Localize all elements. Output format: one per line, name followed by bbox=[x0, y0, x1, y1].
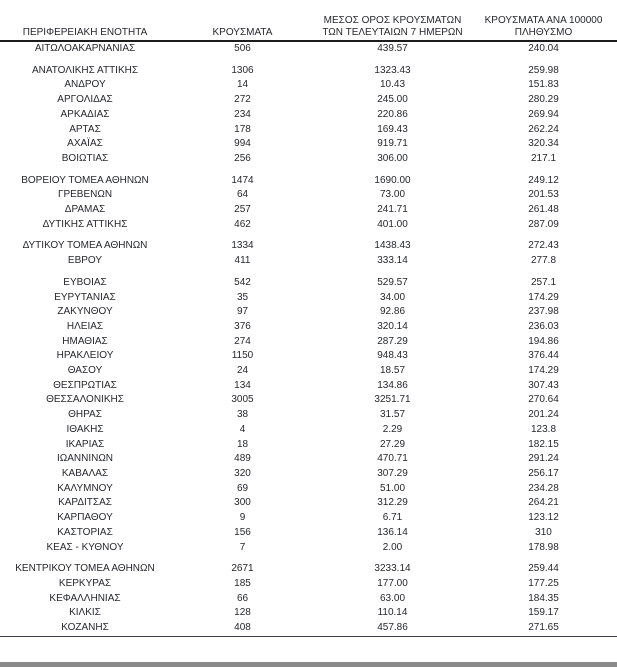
cell-region: ΚΙΛΚΙΣ bbox=[69, 607, 101, 619]
table-body bbox=[0, 41, 617, 636]
table-row bbox=[0, 276, 617, 291]
cell-region: ΔΥΤΙΚΟΥ ΤΟΜΕΑ ΑΘΗΝΩΝ bbox=[22, 240, 148, 252]
cell-region: ΚΑΡΔΙΤΣΑΣ bbox=[58, 497, 112, 509]
cell-per-100000: 271.65 bbox=[470, 621, 617, 636]
cell-region: ΒΟΙΩΤΙΑΣ bbox=[61, 152, 109, 164]
cell-cases: 489 bbox=[234, 453, 251, 465]
cell-region: ΗΜΑΘΙΑΣ bbox=[62, 335, 108, 347]
cell-avg-7-days: 948.43 bbox=[377, 350, 408, 362]
cell-region: ΙΩΑΝΝΙΝΩΝ bbox=[56, 453, 114, 465]
table-row bbox=[0, 467, 617, 482]
cell-cases: 234 bbox=[234, 108, 251, 120]
cell-per-100000: 270.64 bbox=[528, 394, 559, 406]
cell-region: ΖΑΚΥΝΘΟΥ bbox=[57, 306, 113, 318]
table-row bbox=[0, 152, 617, 167]
cell-region: ΕΥΒΟΙΑΣ bbox=[63, 276, 107, 288]
cell-per-100000: 249.12 bbox=[528, 174, 559, 186]
header-line: ΜΕΣΟΣ ΟΡΟΣ ΚΡΟΥΣΜΑΤΩΝ bbox=[323, 15, 462, 26]
cell-region: ΚΕΑΣ - ΚΥΘΝΟΥ bbox=[46, 541, 124, 553]
cell-per-100000: 234.28 bbox=[528, 482, 559, 494]
cell-cases: 274 bbox=[234, 335, 251, 347]
cell-cases: 256 bbox=[234, 152, 251, 164]
cell-avg-7-days: 287.29 bbox=[377, 335, 408, 347]
header-regional-unit bbox=[0, 15, 170, 41]
cell-cases: 64 bbox=[236, 189, 249, 201]
table-row bbox=[0, 218, 617, 233]
cell-per-100000: 240.04 bbox=[528, 43, 559, 54]
cell-avg-7-days: 136.14 bbox=[377, 526, 408, 538]
cell-avg-7-days: 320.14 bbox=[377, 320, 408, 332]
table-row bbox=[0, 239, 617, 254]
spacer-row bbox=[0, 57, 617, 64]
spacer-row bbox=[0, 232, 617, 239]
header-per-100000 bbox=[470, 15, 617, 41]
cell-avg-7-days: 27.29 bbox=[379, 438, 406, 450]
cell-per-100000: 178.98 bbox=[528, 541, 559, 553]
cell-region: ΔΥΤΙΚΗΣ ΑΤΤΙΚΗΣ bbox=[42, 218, 128, 230]
cell-region: ΚΑΣΤΟΡΙΑΣ bbox=[57, 526, 113, 538]
cell-avg-7-days: 110.14 bbox=[377, 607, 408, 619]
cell-avg-7-days: 1438.43 bbox=[374, 240, 411, 252]
table-row bbox=[0, 93, 617, 108]
cell-cases: 24 bbox=[236, 365, 249, 377]
cell-cases: 320 bbox=[234, 467, 251, 479]
cell-region: ΕΥΡΥΤΑΝΙΑΣ bbox=[54, 291, 116, 303]
table-row bbox=[0, 123, 617, 138]
cell-region: ΘΕΣΠΡΩΤΙΑΣ bbox=[53, 379, 117, 391]
cell-region: ΔΡΑΜΑΣ bbox=[64, 204, 106, 216]
table-row bbox=[0, 78, 617, 93]
cell-region: ΑΡΓΟΛΙΔΑΣ bbox=[57, 94, 113, 106]
table-row bbox=[0, 254, 617, 269]
table-row bbox=[0, 174, 617, 189]
header-line: ΠΛΗΘΥΣΜΟ bbox=[514, 26, 573, 38]
cell-per-100000: 277.8 bbox=[530, 255, 557, 267]
spacer-cell bbox=[0, 232, 617, 239]
cell-avg-7-days: 241.71 bbox=[377, 204, 408, 216]
table-row bbox=[0, 621, 617, 636]
cell-avg-7-days: 306.00 bbox=[377, 152, 408, 164]
cell-cases: 2671 bbox=[231, 563, 254, 575]
cell-avg-7-days: 312.29 bbox=[377, 497, 408, 509]
cell-region: ΓΡΕΒΕΝΩΝ bbox=[57, 189, 113, 201]
cell-avg-7-days: 63.00 bbox=[379, 592, 406, 604]
spacer-row bbox=[0, 167, 617, 174]
table-row bbox=[0, 452, 617, 467]
report-page bbox=[0, 15, 617, 667]
cell-region: ΚΕΝΤΡΙΚΟΥ ΤΟΜΕΑ ΑΘΗΝΩΝ bbox=[15, 563, 155, 575]
cell-avg-7-days: 220.86 bbox=[377, 108, 408, 120]
cell-cases: 1150 bbox=[231, 350, 254, 362]
spacer-row bbox=[0, 269, 617, 276]
cell-per-100000: 307.43 bbox=[528, 379, 559, 391]
spacer-cell bbox=[0, 167, 617, 174]
cell-cases: 408 bbox=[170, 621, 315, 636]
cell-avg-7-days: 18.57 bbox=[379, 365, 406, 377]
cell-cases: 1306 bbox=[231, 64, 254, 76]
cell-per-100000: 376.44 bbox=[528, 350, 559, 362]
table-row bbox=[0, 379, 617, 394]
cell-avg-7-days: 10.43 bbox=[379, 79, 406, 91]
header-avg-7-days bbox=[315, 15, 470, 41]
cell-avg-7-days: 333.14 bbox=[377, 255, 408, 267]
cell-per-100000: 184.35 bbox=[528, 592, 559, 604]
table-row bbox=[0, 482, 617, 497]
cell-cases: 128 bbox=[234, 607, 251, 619]
spacer-cell bbox=[0, 269, 617, 276]
spacer-row bbox=[0, 555, 617, 562]
table-row bbox=[0, 137, 617, 152]
table-header bbox=[0, 15, 617, 41]
cell-region: ΑΧΑΪΑΣ bbox=[67, 138, 103, 150]
cell-per-100000: 194.86 bbox=[528, 335, 559, 347]
cell-region: ΚΕΦΑΛΛΗΝΙΑΣ bbox=[49, 592, 121, 604]
cell-region: ΚΕΡΚΥΡΑΣ bbox=[58, 577, 112, 589]
table-row bbox=[0, 606, 617, 621]
cell-per-100000: 201.53 bbox=[528, 189, 559, 201]
cell-per-100000: 174.29 bbox=[528, 291, 559, 303]
table-row bbox=[0, 496, 617, 511]
cell-per-100000: 261.48 bbox=[528, 204, 559, 216]
table-row bbox=[0, 364, 617, 379]
cell-cases: 178 bbox=[234, 123, 251, 135]
table-row bbox=[0, 541, 617, 556]
table-row bbox=[0, 108, 617, 123]
cell-cases: 462 bbox=[234, 218, 251, 230]
table-row bbox=[0, 305, 617, 320]
cell-avg-7-days: 177.00 bbox=[377, 577, 408, 589]
table-row bbox=[0, 349, 617, 364]
cell-cases: 506 bbox=[234, 43, 251, 54]
header-line: ΤΩΝ ΤΕΛΕΥΤΑΙΩΝ 7 ΗΜΕΡΩΝ bbox=[322, 26, 463, 38]
cell-per-100000: 123.12 bbox=[528, 512, 559, 524]
cell-per-100000: 236.03 bbox=[528, 320, 559, 332]
cell-per-100000: 320.34 bbox=[528, 138, 559, 150]
table-row bbox=[0, 64, 617, 79]
cell-avg-7-days: 1323.43 bbox=[374, 64, 411, 76]
cell-per-100000: 174.29 bbox=[528, 365, 559, 377]
table-row bbox=[0, 320, 617, 335]
table-row bbox=[0, 41, 617, 57]
cell-per-100000: 237.98 bbox=[528, 306, 559, 318]
cell-cases: 272 bbox=[234, 94, 251, 106]
cell-per-100000: 259.44 bbox=[528, 563, 559, 575]
cell-avg-7-days: 1690.00 bbox=[374, 174, 411, 186]
cell-avg-7-days: 245.00 bbox=[377, 94, 408, 106]
cell-region: ΘΑΣΟΥ bbox=[67, 365, 103, 377]
cell-avg-7-days: 401.00 bbox=[377, 218, 408, 230]
cell-per-100000: 280.29 bbox=[528, 94, 559, 106]
cell-cases: 1334 bbox=[231, 240, 254, 252]
table-row bbox=[0, 423, 617, 438]
cell-per-100000: 257.1 bbox=[530, 276, 557, 288]
cell-cases: 994 bbox=[234, 138, 251, 150]
cell-cases: 300 bbox=[234, 497, 251, 509]
cell-per-100000: 159.17 bbox=[528, 607, 559, 619]
cell-region: ΚΑΒΑΛΑΣ bbox=[61, 467, 109, 479]
table-row bbox=[0, 335, 617, 350]
cell-avg-7-days: 92.86 bbox=[379, 306, 406, 318]
cell-region: ΑΙΤΩΛΟΑΚΑΡΝΑΝΙΑΣ bbox=[34, 43, 136, 54]
cell-avg-7-days: 307.29 bbox=[377, 467, 408, 479]
table-row bbox=[0, 408, 617, 423]
cell-cases: 3005 bbox=[231, 394, 254, 406]
table-row bbox=[0, 393, 617, 408]
cell-per-100000: 182.15 bbox=[528, 438, 559, 450]
cell-region: ΒΟΡΕΙΟΥ ΤΟΜΕΑ ΑΘΗΝΩΝ bbox=[21, 174, 149, 186]
bottom-edge-band bbox=[0, 662, 617, 667]
cell-avg-7-days: 919.71 bbox=[377, 138, 408, 150]
cell-region: ΗΡΑΚΛΕΙΟΥ bbox=[56, 350, 114, 362]
cell-cases: 257 bbox=[234, 204, 251, 216]
table-row bbox=[0, 577, 617, 592]
cell-per-100000: 256.17 bbox=[528, 467, 559, 479]
table-row bbox=[0, 562, 617, 577]
spacer-cell bbox=[0, 57, 617, 64]
cell-region: ΑΡΚΑΔΙΑΣ bbox=[60, 108, 110, 120]
covid-cases-table bbox=[0, 15, 617, 637]
header-line: ΚΡΟΥΣΜΑΤΑ ΑΝΑ 100000 bbox=[484, 15, 603, 26]
cell-avg-7-days: 169.43 bbox=[377, 123, 408, 135]
cell-avg-7-days: 2.29 bbox=[382, 423, 403, 435]
cell-avg-7-days: 457.86 bbox=[315, 621, 470, 636]
cell-region: ΑΝΑΤΟΛΙΚΗΣ ΑΤΤΙΚΗΣ bbox=[31, 64, 139, 76]
cell-cases: 542 bbox=[234, 276, 251, 288]
cell-per-100000: 287.09 bbox=[528, 218, 559, 230]
header-row bbox=[0, 15, 617, 41]
cell-per-100000: 291.24 bbox=[528, 453, 559, 465]
cell-region: ΘΕΣΣΑΛΟΝΙΚΗΣ bbox=[46, 394, 124, 406]
cell-region: ΚΑΛΥΜΝΟΥ bbox=[57, 482, 113, 494]
cell-cases: 14 bbox=[236, 79, 249, 91]
cell-cases: 185 bbox=[234, 577, 251, 589]
cell-cases: 18 bbox=[236, 438, 249, 450]
cell-region: ΑΡΤΑΣ bbox=[69, 123, 101, 135]
cell-cases: 35 bbox=[236, 291, 249, 303]
cell-region: ΑΝΔΡΟΥ bbox=[64, 79, 106, 91]
table-row bbox=[0, 511, 617, 526]
cell-region: ΘΗΡΑΣ bbox=[68, 409, 102, 421]
cell-region: ΙΘΑΚΗΣ bbox=[66, 423, 104, 435]
cell-per-100000: 201.24 bbox=[528, 409, 559, 421]
cell-avg-7-days: 73.00 bbox=[379, 189, 406, 201]
header-cases bbox=[170, 15, 315, 41]
cell-cases: 97 bbox=[236, 306, 249, 318]
cell-cases: 411 bbox=[234, 255, 251, 267]
cell-per-100000: 272.43 bbox=[528, 240, 559, 252]
cell-avg-7-days: 6.71 bbox=[382, 512, 403, 524]
cell-avg-7-days: 134.86 bbox=[377, 379, 408, 391]
spacer-cell bbox=[0, 555, 617, 562]
header-line: ΚΡΟΥΣΜΑΤΑ bbox=[212, 26, 273, 38]
table-row bbox=[0, 188, 617, 203]
cell-per-100000: 177.25 bbox=[528, 577, 559, 589]
cell-avg-7-days: 2.00 bbox=[382, 541, 403, 553]
cell-avg-7-days: 529.57 bbox=[377, 276, 408, 288]
cell-cases: 69 bbox=[236, 482, 249, 494]
cell-cases: 376 bbox=[234, 320, 251, 332]
table-row bbox=[0, 526, 617, 541]
cell-cases: 66 bbox=[236, 592, 249, 604]
header-line: ΠΕΡΙΦΕΡΕΙΑΚΗ ΕΝΟΤΗΤΑ bbox=[22, 26, 148, 38]
cell-avg-7-days: 3251.71 bbox=[374, 394, 411, 406]
cell-per-100000: 262.24 bbox=[528, 123, 559, 135]
cell-region: ΚΑΡΠΑΘΟΥ bbox=[57, 512, 113, 524]
cell-avg-7-days: 470.71 bbox=[377, 453, 408, 465]
cell-region: ΚΟΖΑΝΗΣ bbox=[0, 621, 170, 636]
cell-avg-7-days: 51.00 bbox=[379, 482, 406, 494]
cell-cases: 7 bbox=[239, 541, 246, 553]
cell-per-100000: 264.21 bbox=[528, 497, 559, 509]
cell-region: ΗΛΕΙΑΣ bbox=[66, 320, 104, 332]
table-row bbox=[0, 592, 617, 607]
table-row bbox=[0, 438, 617, 453]
cell-cases: 9 bbox=[239, 512, 246, 524]
cell-avg-7-days: 3233.14 bbox=[374, 563, 411, 575]
cell-cases: 134 bbox=[234, 379, 251, 391]
cell-avg-7-days: 439.57 bbox=[377, 43, 408, 54]
cell-per-100000: 310 bbox=[535, 526, 552, 538]
cell-per-100000: 151.83 bbox=[528, 79, 559, 91]
cell-cases: 1474 bbox=[231, 174, 254, 186]
cell-per-100000: 269.94 bbox=[528, 108, 559, 120]
cell-per-100000: 217.1 bbox=[530, 152, 557, 164]
cell-per-100000: 259.98 bbox=[528, 64, 559, 76]
cell-region: ΕΒΡΟΥ bbox=[67, 255, 103, 267]
cell-avg-7-days: 31.57 bbox=[379, 409, 406, 421]
cell-cases: 156 bbox=[234, 526, 251, 538]
cell-region: ΙΚΑΡΙΑΣ bbox=[65, 438, 105, 450]
cell-cases: 4 bbox=[239, 423, 246, 435]
table-row bbox=[0, 203, 617, 218]
cell-avg-7-days: 34.00 bbox=[379, 291, 406, 303]
cell-per-100000: 123.8 bbox=[530, 423, 557, 435]
cell-cases: 38 bbox=[236, 409, 249, 421]
table-row bbox=[0, 291, 617, 306]
